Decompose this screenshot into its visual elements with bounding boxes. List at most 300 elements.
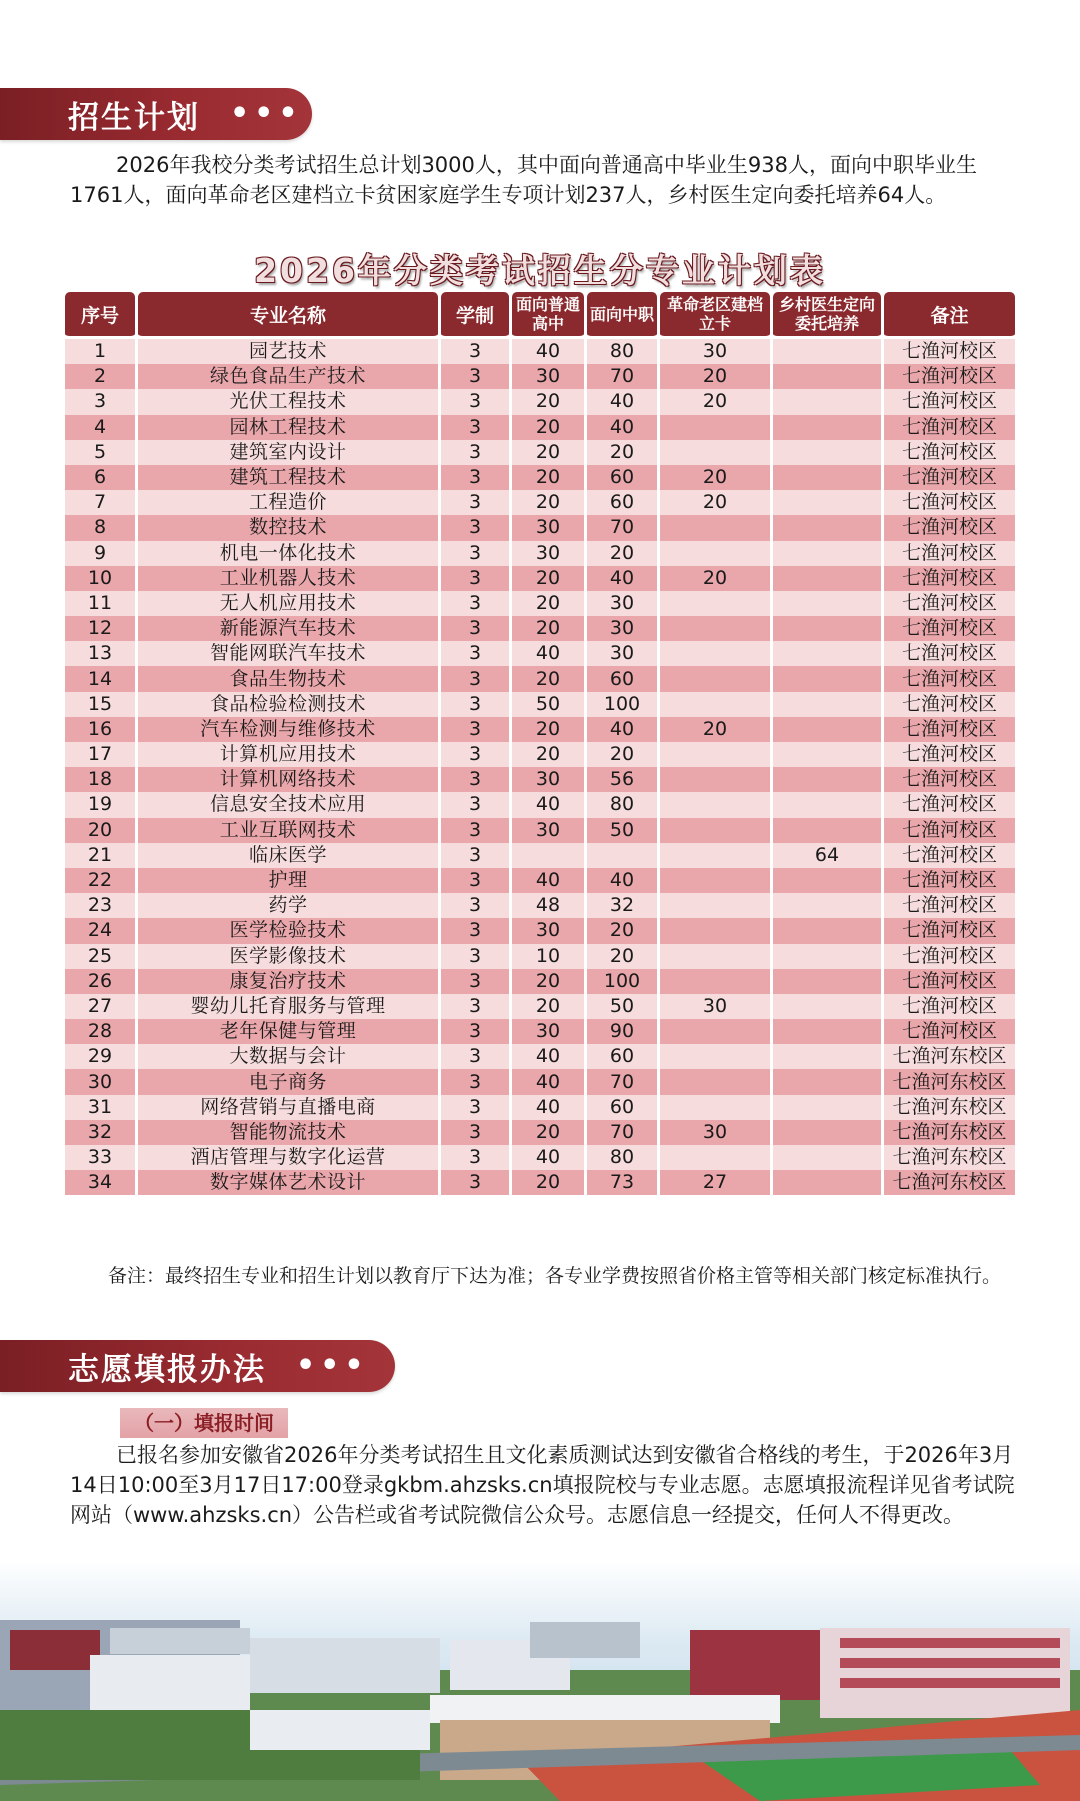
table-cell-vocational: 60 <box>587 1044 657 1069</box>
table-cell-remark: 七渔河东校区 <box>884 1095 1015 1120</box>
table-cell-rural <box>773 1044 881 1069</box>
header-major-name: 专业名称 <box>138 292 438 339</box>
table-row <box>65 969 1015 994</box>
table-row <box>65 666 1015 691</box>
table-cell-rural <box>773 389 881 414</box>
table-cell-remark: 七渔河校区 <box>884 339 1015 364</box>
table-cell-duration: 3 <box>441 490 509 515</box>
table-row <box>65 490 1015 515</box>
table-cell-duration: 3 <box>441 1095 509 1120</box>
table-cell-rural <box>773 641 881 666</box>
table-cell-rural <box>773 339 881 364</box>
table-row <box>65 1044 1015 1069</box>
table-cell-duration: 3 <box>441 440 509 465</box>
table-cell-duration: 3 <box>441 515 509 540</box>
table-row <box>65 1120 1015 1145</box>
table-cell-index: 1 <box>65 339 135 364</box>
table-cell-index: 8 <box>65 515 135 540</box>
table-cell-rural <box>773 1069 881 1094</box>
table-row <box>65 415 1015 440</box>
table-cell-index: 3 <box>65 389 135 414</box>
table-cell-duration: 3 <box>441 465 509 490</box>
table-cell-general: 30 <box>512 767 584 792</box>
table-row <box>65 692 1015 717</box>
table-cell-name: 计算机网络技术 <box>138 767 438 792</box>
table-cell-name: 工程造价 <box>138 490 438 515</box>
table-cell-index: 10 <box>65 566 135 591</box>
table-cell-vocational: 60 <box>587 465 657 490</box>
table-cell-rural <box>773 969 881 994</box>
table-cell-revolutionary: 20 <box>660 566 770 591</box>
table-row <box>65 994 1015 1019</box>
table-row <box>65 843 1015 868</box>
table-cell-duration: 3 <box>441 566 509 591</box>
table-cell-general: 20 <box>512 591 584 616</box>
table-cell-general: 40 <box>512 1044 584 1069</box>
table-header-row <box>65 292 1015 339</box>
table-cell-remark: 七渔河校区 <box>884 742 1015 767</box>
table-cell-index: 24 <box>65 918 135 943</box>
table-cell-index: 13 <box>65 641 135 666</box>
table-cell-duration: 3 <box>441 1120 509 1145</box>
table-cell-name: 智能网联汽车技术 <box>138 641 438 666</box>
table-cell-vocational: 40 <box>587 868 657 893</box>
table-row <box>65 566 1015 591</box>
table-cell-rural <box>773 566 881 591</box>
table-cell-revolutionary: 27 <box>660 1170 770 1195</box>
table-cell-rural <box>773 944 881 969</box>
table-cell-vocational: 20 <box>587 918 657 943</box>
table-cell-vocational: 80 <box>587 792 657 817</box>
table-cell-duration: 3 <box>441 918 509 943</box>
table-cell-rural <box>773 465 881 490</box>
table-cell-vocational: 30 <box>587 591 657 616</box>
table-cell-general: 20 <box>512 1120 584 1145</box>
application-body <box>70 1440 1025 1530</box>
table-cell-name: 园艺技术 <box>138 339 438 364</box>
enrollment-plan-table <box>62 292 1018 1195</box>
table-cell-rural <box>773 767 881 792</box>
table-cell-remark: 七渔河校区 <box>884 541 1015 566</box>
table-cell-duration: 3 <box>441 818 509 843</box>
table-row <box>65 918 1015 943</box>
table-cell-remark: 七渔河校区 <box>884 969 1015 994</box>
campus-aerial-photo <box>0 1560 1080 1801</box>
table-cell-name: 汽车检测与维修技术 <box>138 717 438 742</box>
table-cell-general: 20 <box>512 616 584 641</box>
table-cell-name: 临床医学 <box>138 843 438 868</box>
table-cell-remark: 七渔河校区 <box>884 767 1015 792</box>
table-row <box>65 541 1015 566</box>
table-row <box>65 944 1015 969</box>
table-cell-vocational: 60 <box>587 666 657 691</box>
table-cell-rural <box>773 490 881 515</box>
table-cell-revolutionary <box>660 616 770 641</box>
table-cell-duration: 3 <box>441 591 509 616</box>
table-cell-general: 20 <box>512 440 584 465</box>
table-cell-revolutionary <box>660 1145 770 1170</box>
table-cell-remark: 七渔河校区 <box>884 566 1015 591</box>
table-cell-revolutionary <box>660 944 770 969</box>
table-cell-index: 21 <box>65 843 135 868</box>
table-cell-general: 50 <box>512 692 584 717</box>
table-cell-vocational: 32 <box>587 893 657 918</box>
header-old-revolutionary-area: 革命老区建档立卡 <box>660 292 770 339</box>
table-row <box>65 767 1015 792</box>
table-cell-index: 15 <box>65 692 135 717</box>
section-title: 招生计划 <box>68 99 200 136</box>
table-cell-revolutionary <box>660 818 770 843</box>
table-cell-vocational: 70 <box>587 1069 657 1094</box>
table-cell-index: 6 <box>65 465 135 490</box>
table-cell-index: 18 <box>65 767 135 792</box>
table-cell-vocational: 40 <box>587 566 657 591</box>
table-cell-index: 26 <box>65 969 135 994</box>
table-cell-index: 20 <box>65 818 135 843</box>
table-cell-rural <box>773 591 881 616</box>
table-cell-remark: 七渔河校区 <box>884 389 1015 414</box>
application-body-text: 已报名参加安徽省2026年分类考试招生且文化素质测试达到安徽省合格线的考生，于2026年3月14日10:00至3月17日17:00登录gkbm.ahzsks.cn填报院校与专业志愿。志愿填报流程详见省考试院网站（www.ahzsks.cn）公告栏或省考试院微信公众号。志愿信息一经提交，任何人不得更改。 <box>70 1443 1015 1527</box>
table-cell-revolutionary <box>660 742 770 767</box>
table-cell-rural <box>773 415 881 440</box>
table-cell-remark: 七渔河东校区 <box>884 1120 1015 1145</box>
table-cell-rural <box>773 541 881 566</box>
table-cell-vocational: 60 <box>587 1095 657 1120</box>
table-cell-remark: 七渔河校区 <box>884 944 1015 969</box>
table-cell-general: 20 <box>512 566 584 591</box>
table-cell-general: 20 <box>512 415 584 440</box>
table-cell-vocational: 20 <box>587 944 657 969</box>
table-cell-revolutionary: 30 <box>660 1120 770 1145</box>
subheading-application-time: （一）填报时间 <box>120 1408 288 1438</box>
table-cell-index: 25 <box>65 944 135 969</box>
table-row <box>65 364 1015 389</box>
table-cell-remark: 七渔河校区 <box>884 717 1015 742</box>
table-cell-name: 数字媒体艺术设计 <box>138 1170 438 1195</box>
table-cell-vocational: 50 <box>587 994 657 1019</box>
table-cell-rural <box>773 742 881 767</box>
table-cell-revolutionary <box>660 843 770 868</box>
header-general-high-school: 面向普通高中 <box>512 292 584 339</box>
table-cell-name: 食品检验检测技术 <box>138 692 438 717</box>
table-cell-index: 22 <box>65 868 135 893</box>
table-cell-vocational: 20 <box>587 541 657 566</box>
table-cell-remark: 七渔河校区 <box>884 465 1015 490</box>
table-cell-index: 12 <box>65 616 135 641</box>
table-cell-vocational: 60 <box>587 490 657 515</box>
table-title: 2026年分类考试招生分专业计划表 <box>254 251 826 290</box>
table-cell-index: 27 <box>65 994 135 1019</box>
table-cell-general: 40 <box>512 1069 584 1094</box>
table-cell-revolutionary <box>660 692 770 717</box>
table-cell-index: 16 <box>65 717 135 742</box>
table-cell-vocational: 70 <box>587 515 657 540</box>
table-cell-duration: 3 <box>441 868 509 893</box>
table-cell-remark: 七渔河校区 <box>884 415 1015 440</box>
dots-decoration-icon: ••• <box>296 1348 369 1383</box>
table-cell-rural <box>773 994 881 1019</box>
table-cell-revolutionary <box>660 591 770 616</box>
table-cell-revolutionary: 20 <box>660 364 770 389</box>
table-cell-name: 绿色食品生产技术 <box>138 364 438 389</box>
table-row <box>65 868 1015 893</box>
enrollment-intro-text: 2026年我校分类考试招生总计划3000人，其中面向普通高中毕业生938人，面向中职毕业生1761人，面向革命老区建档立卡贫困家庭学生专项计划237人，乡村医生定向委托培养64人。 <box>70 153 977 207</box>
table-cell-duration: 3 <box>441 742 509 767</box>
table-cell-general <box>512 843 584 868</box>
table-cell-index: 31 <box>65 1095 135 1120</box>
table-cell-remark: 七渔河校区 <box>884 893 1015 918</box>
table-cell-name: 工业机器人技术 <box>138 566 438 591</box>
table-cell-revolutionary: 20 <box>660 465 770 490</box>
table-cell-name: 药学 <box>138 893 438 918</box>
table-cell-index: 23 <box>65 893 135 918</box>
table-cell-vocational: 80 <box>587 339 657 364</box>
table-cell-revolutionary <box>660 641 770 666</box>
table-cell-revolutionary: 30 <box>660 339 770 364</box>
table-cell-remark: 七渔河校区 <box>884 515 1015 540</box>
table-cell-name: 工业互联网技术 <box>138 818 438 843</box>
table-cell-general: 30 <box>512 818 584 843</box>
table-cell-name: 大数据与会计 <box>138 1044 438 1069</box>
table-cell-remark: 七渔河东校区 <box>884 1069 1015 1094</box>
table-cell-revolutionary <box>660 1069 770 1094</box>
table-cell-revolutionary <box>660 792 770 817</box>
table-cell-revolutionary <box>660 918 770 943</box>
table-cell-vocational: 100 <box>587 969 657 994</box>
table-cell-name: 智能物流技术 <box>138 1120 438 1145</box>
header-remarks: 备注 <box>884 292 1015 339</box>
table-cell-duration: 3 <box>441 339 509 364</box>
table-cell-general: 30 <box>512 918 584 943</box>
table-row <box>65 440 1015 465</box>
table-cell-general: 30 <box>512 1019 584 1044</box>
table-cell-duration: 3 <box>441 767 509 792</box>
table-row <box>65 1095 1015 1120</box>
table-cell-index: 9 <box>65 541 135 566</box>
table-cell-revolutionary: 30 <box>660 994 770 1019</box>
table-cell-name: 数控技术 <box>138 515 438 540</box>
table-cell-duration: 3 <box>441 893 509 918</box>
table-cell-vocational: 30 <box>587 641 657 666</box>
table-cell-vocational: 20 <box>587 440 657 465</box>
table-cell-name: 食品生物技术 <box>138 666 438 691</box>
table-cell-general: 20 <box>512 969 584 994</box>
table-cell-index: 30 <box>65 1069 135 1094</box>
table-cell-name: 医学影像技术 <box>138 944 438 969</box>
table-cell-general: 40 <box>512 1095 584 1120</box>
table-cell-remark: 七渔河东校区 <box>884 1044 1015 1069</box>
table-cell-vocational: 40 <box>587 415 657 440</box>
table-cell-rural <box>773 1095 881 1120</box>
table-cell-revolutionary <box>660 767 770 792</box>
table-cell-name: 园林工程技术 <box>138 415 438 440</box>
table-cell-name: 新能源汽车技术 <box>138 616 438 641</box>
table-cell-revolutionary <box>660 515 770 540</box>
table-cell-rural <box>773 918 881 943</box>
table-cell-revolutionary <box>660 868 770 893</box>
table-cell-general: 20 <box>512 994 584 1019</box>
table-cell-name: 老年保健与管理 <box>138 1019 438 1044</box>
table-cell-name: 无人机应用技术 <box>138 591 438 616</box>
table-cell-revolutionary: 20 <box>660 389 770 414</box>
table-cell-index: 5 <box>65 440 135 465</box>
table-cell-revolutionary <box>660 893 770 918</box>
table-cell-rural <box>773 692 881 717</box>
table-cell-duration: 3 <box>441 541 509 566</box>
table-row <box>65 641 1015 666</box>
table-cell-vocational: 90 <box>587 1019 657 1044</box>
table-cell-rural <box>773 1120 881 1145</box>
table-row <box>65 515 1015 540</box>
table-cell-rural <box>773 818 881 843</box>
table-row <box>65 1145 1015 1170</box>
table-cell-index: 14 <box>65 666 135 691</box>
table-cell-revolutionary: 20 <box>660 717 770 742</box>
header-duration: 学制 <box>441 292 509 339</box>
table-row <box>65 717 1015 742</box>
table-cell-vocational: 100 <box>587 692 657 717</box>
table-row <box>65 792 1015 817</box>
table-cell-rural <box>773 364 881 389</box>
table-cell-name: 光伏工程技术 <box>138 389 438 414</box>
table-cell-remark: 七渔河校区 <box>884 666 1015 691</box>
table-cell-general: 30 <box>512 515 584 540</box>
table-row <box>65 389 1015 414</box>
table-cell-remark: 七渔河校区 <box>884 692 1015 717</box>
table-cell-vocational: 40 <box>587 717 657 742</box>
header-vocational: 面向中职 <box>587 292 657 339</box>
enrollment-intro <box>70 150 1025 210</box>
section-banner-enrollment-plan <box>0 88 312 140</box>
table-cell-general: 10 <box>512 944 584 969</box>
table-cell-index: 4 <box>65 415 135 440</box>
table-row <box>65 818 1015 843</box>
table-cell-general: 40 <box>512 1145 584 1170</box>
table-cell-remark: 七渔河校区 <box>884 994 1015 1019</box>
table-cell-remark: 七渔河东校区 <box>884 1170 1015 1195</box>
table-cell-vocational: 56 <box>587 767 657 792</box>
table-cell-general: 20 <box>512 490 584 515</box>
table-cell-rural <box>773 440 881 465</box>
table-cell-name: 网络营销与直播电商 <box>138 1095 438 1120</box>
table-cell-remark: 七渔河校区 <box>884 440 1015 465</box>
table-cell-duration: 3 <box>441 1170 509 1195</box>
table-cell-name: 酒店管理与数字化运营 <box>138 1145 438 1170</box>
table-cell-name: 建筑室内设计 <box>138 440 438 465</box>
table-cell-name: 医学检验技术 <box>138 918 438 943</box>
table-cell-remark: 七渔河校区 <box>884 591 1015 616</box>
table-cell-revolutionary <box>660 1019 770 1044</box>
table-cell-revolutionary <box>660 541 770 566</box>
table-cell-revolutionary <box>660 969 770 994</box>
table-row <box>65 616 1015 641</box>
header-index: 序号 <box>65 292 135 339</box>
table-cell-revolutionary: 20 <box>660 490 770 515</box>
table-cell-index: 32 <box>65 1120 135 1145</box>
table-row <box>65 893 1015 918</box>
table-cell-general: 40 <box>512 339 584 364</box>
table-cell-duration: 3 <box>441 364 509 389</box>
table-cell-name: 护理 <box>138 868 438 893</box>
table-cell-general: 20 <box>512 742 584 767</box>
table-cell-duration: 3 <box>441 692 509 717</box>
table-cell-rural <box>773 792 881 817</box>
table-cell-general: 48 <box>512 893 584 918</box>
table-cell-index: 33 <box>65 1145 135 1170</box>
table-cell-rural <box>773 616 881 641</box>
table-cell-name: 婴幼儿托育服务与管理 <box>138 994 438 1019</box>
table-cell-vocational: 20 <box>587 742 657 767</box>
table-cell-index: 19 <box>65 792 135 817</box>
table-cell-duration: 3 <box>441 1044 509 1069</box>
table-cell-revolutionary <box>660 1044 770 1069</box>
table-row <box>65 339 1015 364</box>
table-cell-index: 17 <box>65 742 135 767</box>
table-cell-vocational: 73 <box>587 1170 657 1195</box>
table-cell-duration: 3 <box>441 969 509 994</box>
table-cell-name: 机电一体化技术 <box>138 541 438 566</box>
table-cell-remark: 七渔河校区 <box>884 490 1015 515</box>
table-cell-index: 11 <box>65 591 135 616</box>
section-banner-application-method <box>0 1340 395 1392</box>
table-cell-duration: 3 <box>441 616 509 641</box>
table-cell-general: 30 <box>512 364 584 389</box>
table-cell-duration: 3 <box>441 641 509 666</box>
table-note <box>70 1262 1030 1291</box>
table-cell-general: 40 <box>512 641 584 666</box>
table-row <box>65 591 1015 616</box>
table-cell-vocational: 70 <box>587 364 657 389</box>
table-cell-remark: 七渔河校区 <box>884 918 1015 943</box>
table-cell-rural <box>773 893 881 918</box>
table-cell-rural <box>773 717 881 742</box>
table-cell-vocational: 30 <box>587 616 657 641</box>
table-cell-name: 电子商务 <box>138 1069 438 1094</box>
table-cell-vocational <box>587 843 657 868</box>
table-cell-rural <box>773 1019 881 1044</box>
table-row <box>65 742 1015 767</box>
table-cell-revolutionary <box>660 415 770 440</box>
table-cell-general: 40 <box>512 792 584 817</box>
table-cell-vocational: 80 <box>587 1145 657 1170</box>
table-cell-duration: 3 <box>441 666 509 691</box>
header-rural-doctor: 乡村医生定向委托培养 <box>773 292 881 339</box>
table-cell-name: 康复治疗技术 <box>138 969 438 994</box>
table-cell-rural <box>773 868 881 893</box>
table-cell-general: 20 <box>512 666 584 691</box>
table-row <box>65 465 1015 490</box>
table-cell-vocational: 40 <box>587 389 657 414</box>
table-cell-name: 计算机应用技术 <box>138 742 438 767</box>
table-cell-revolutionary <box>660 1095 770 1120</box>
table-cell-remark: 七渔河校区 <box>884 641 1015 666</box>
table-cell-remark: 七渔河校区 <box>884 843 1015 868</box>
table-cell-general: 20 <box>512 389 584 414</box>
table-cell-duration: 3 <box>441 717 509 742</box>
table-cell-remark: 七渔河校区 <box>884 1019 1015 1044</box>
table-cell-remark: 七渔河校区 <box>884 616 1015 641</box>
dots-decoration-icon: ••• <box>230 96 303 131</box>
table-cell-duration: 3 <box>441 994 509 1019</box>
table-cell-remark: 七渔河东校区 <box>884 1145 1015 1170</box>
table-cell-duration: 3 <box>441 944 509 969</box>
table-cell-rural: 64 <box>773 843 881 868</box>
table-cell-vocational: 50 <box>587 818 657 843</box>
table-cell-general: 20 <box>512 717 584 742</box>
table-cell-vocational: 70 <box>587 1120 657 1145</box>
table-cell-remark: 七渔河校区 <box>884 818 1015 843</box>
table-cell-revolutionary <box>660 440 770 465</box>
